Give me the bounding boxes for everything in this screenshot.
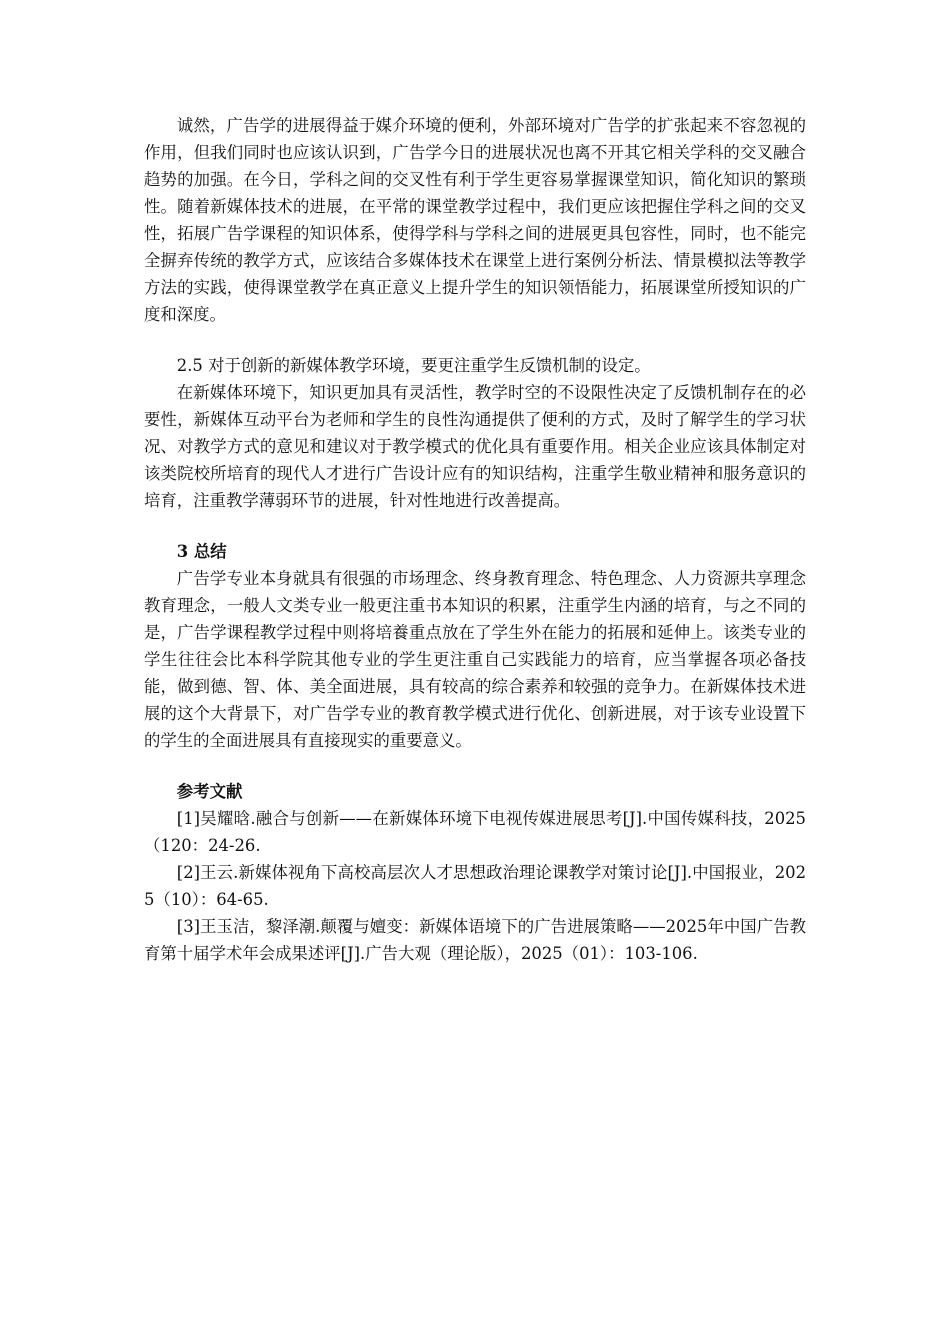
section-3-heading: 3 总结	[176, 542, 227, 561]
paragraph-feedback: 在新媒体环境下，知识更加具有灵活性，教学时空的不设限性决定了反馈机制存在的必要性，新媒体互动平台为老师和学生的良性沟通提供了便利的方式，及时了解学生的学习状况、对教学方式的意见和建议对于教学模式的优化具有重要作用。相关企业应该具体制定对该类院校所培育的现代人才进行广告设计应有的知识结构，注重学生敬业精神和服务意识的培育，注重教学薄弱环节的进展，针对性地进行改善提高。	[144, 383, 806, 510]
reference-item: [3]王玉洁，黎泽潮.颠覆与嬗变：新媒体语境下的广告进展策略——2025年中国广告教育第十届学术年会成果述评[J].广告大观（理论版），2025（01）：103-106.	[144, 917, 806, 963]
document-page	[144, 112, 806, 967]
section-2-5-heading: 2.5 对于创新的新媒体教学环境，要更注重学生反馈机制的设定。	[176, 356, 651, 375]
paragraph-interdisciplinary: 诚然，广告学的进展得益于媒介环境的便利，外部环境对广告学的扩张起来不容忽视的作用，但我们同时也应该认识到，广告学今日的进展状况也离不开其它相关学科的交叉融合趋势的加强。在今日，学科之间的交叉性有利于学生更容易掌握课堂知识，简化知识的繁琐性。随着新媒体技术的进展，在平常的课堂教学过程中，我们更应该把握住学科之间的交叉性，拓展广告学课程的知识体系，使得学科与学科之间的进展更具包容性，同时，也不能完全摒弃传统的教学方式，应该结合多媒体技术在课堂上进行案例分析法、情景模拟法等教学方法的实践，使得课堂教学在真正意义上提升学生的知识领悟能力，拓展课堂所授知识的广度和深度。	[144, 116, 806, 324]
reference-item: [2]王云.新媒体视角下高校高层次人才思想政治理论课教学对策讨论[J].中国报业，2025（10）：64-65.	[144, 863, 806, 909]
references-heading: 参考文献	[176, 782, 243, 801]
paragraph-summary: 广告学专业本身就具有很强的市场理念、终身教育理念、特色理念、人力资源共享理念教育理念，一般人文类专业一般更注重书本知识的积累，注重学生内涵的培育，与之不同的是，广告学课程教学过程中则将培養重点放在了学生外在能力的拓展和延伸上。该类专业的学生往往会比本科学院其他专业的学生更注重自己实践能力的培育，应当掌握各项必备技能，做到德、智、体、美全面进展，具有较高的综合素养和较强的竞争力。在新媒体技术进展的这个大背景下，对广告学专业的教育教学模式进行优化、创新进展，对于该专业设置下的学生的全面进展具有直接现实的重要意义。	[144, 569, 806, 750]
reference-item: [1]吴耀晗.融合与创新——在新媒体环境下电视传媒进展思考[J].中国传媒科技，2025（120：24-26.	[144, 809, 806, 855]
